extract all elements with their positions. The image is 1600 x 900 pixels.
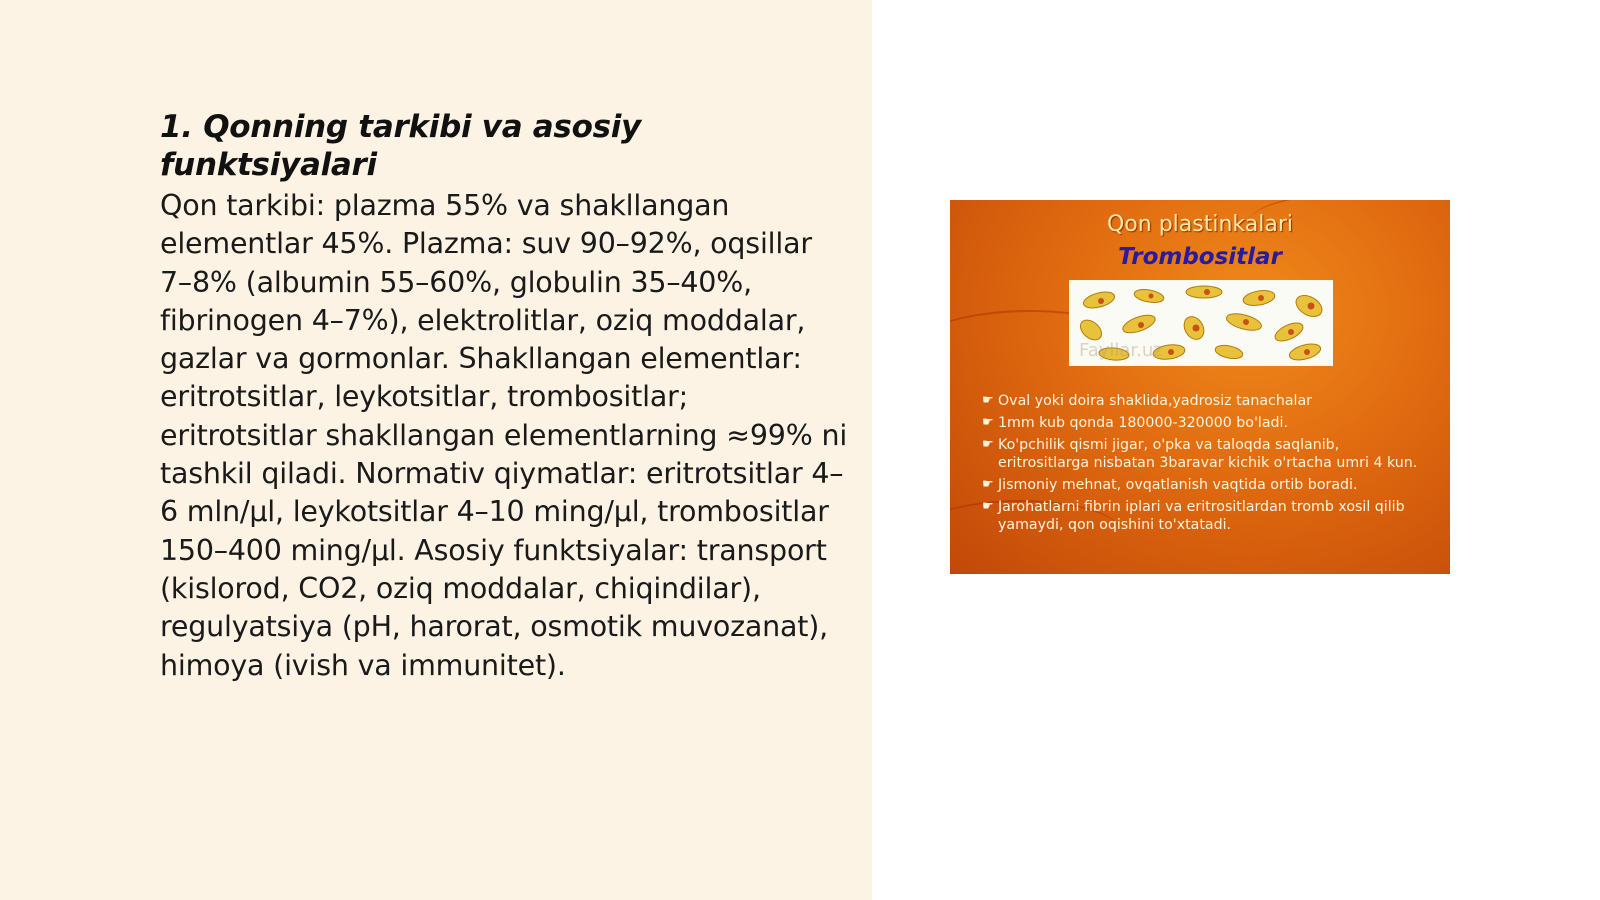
slide-body-text: Qon tarkibi: plazma 55% va shakllangan elementlar 45%. Plazma: suv 90–92%, oqsillar 7–8% (albumin 55–60%, globulin 35–40%, fibrinogen 4–7%), elektrolitlar, oziq moddalar, gazlar va gormonlar. Shakllangan elementlar: eritrotsitlar, leykotsitlar, trombositlar; eritrotsitlar shakllangan elementlarning ≈99% ni tashkil qiladi. Normativ qiymatlar: eritrotsitlar 4–6 mln/µl, leykotsitlar 4–10 ming/µl, trombositlar 150–400 ming/µl. Asosiy funktsiyalar: transport (kislorod, CO2, oziq moddalar, chiqindilar), regulyatsiya (pH, harorat, osmotik muvozanat), himoya (ivish va immunitet). (160, 189, 848, 682)
image-bullet-item (982, 436, 1422, 472)
slide-title: 1. Qonning tarkibi va asosiy funktsiyalari (160, 109, 641, 183)
hand-pointer-icon: ☛ (982, 415, 994, 430)
image-title: Qon plastinkalari (1106, 212, 1293, 237)
image-bullet-text: 1mm kub qonda 180000-320000 bo'ladi. (998, 415, 1288, 431)
image-subtitle: Trombositlar (1118, 244, 1282, 270)
image-bullet-list (982, 392, 1422, 538)
image-bullet-item (982, 476, 1422, 494)
image-bullet-item (982, 392, 1422, 410)
hand-pointer-icon: ☛ (982, 437, 994, 452)
image-watermark: Fayllar.uz (1079, 340, 1163, 361)
hand-pointer-icon: ☛ (982, 477, 994, 492)
image-bullet-item (982, 498, 1422, 534)
platelets-image (950, 200, 1450, 574)
platelet-cells-illustration (1069, 280, 1333, 366)
image-bullet-text: Ko'pchilik qismi jigar, o'pka va taloqda saqlanib, eritrositlarga nisbatan 3baravar kichik o'rtacha umri 4 kun. (998, 437, 1418, 471)
hand-pointer-icon: ☛ (982, 499, 994, 514)
image-bullet-text: Oval yoki doira shaklida,yadrosiz tanachalar (998, 393, 1312, 409)
image-bullet-item (982, 414, 1422, 432)
image-bullet-text: Jismoniy mehnat, ovqatlanish vaqtida ortib boradi. (998, 477, 1358, 493)
hand-pointer-icon: ☛ (982, 393, 994, 408)
image-bullet-text: Jarohatlarni fibrin iplari va eritrositlardan tromb xosil qilib yamaydi, qon oqishini to'xtatadi. (998, 499, 1405, 533)
